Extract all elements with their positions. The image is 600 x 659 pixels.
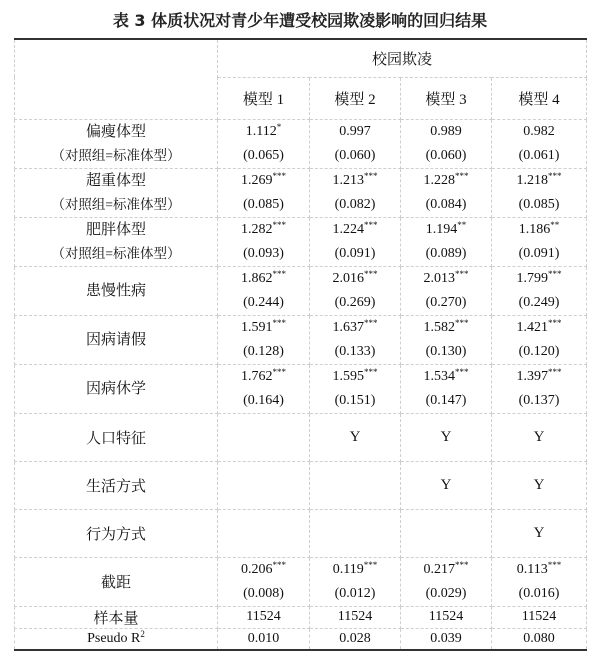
coefficient-cell xyxy=(492,168,587,217)
significance-stars: * xyxy=(276,121,282,132)
significance-stars: *** xyxy=(272,317,286,328)
coefficient-number: 1.582 xyxy=(423,319,455,335)
table-row xyxy=(15,364,587,413)
coefficient-number: 1.762 xyxy=(241,368,273,384)
coefficient-cell xyxy=(310,266,401,315)
coefficient-value xyxy=(401,120,491,144)
table-row xyxy=(15,217,587,266)
standard-error: (0.151) xyxy=(334,392,376,408)
standard-error: (0.133) xyxy=(334,343,376,359)
standard-error: (0.061) xyxy=(518,147,560,163)
significance-stars: *** xyxy=(272,268,286,279)
row-label xyxy=(15,509,218,557)
variable-note: （对照组=标准体型） xyxy=(51,245,181,261)
coefficient-number: 1.591 xyxy=(241,319,273,335)
standard-error: (0.085) xyxy=(243,196,284,212)
coefficient-cell xyxy=(401,168,492,217)
standard-error: (0.060) xyxy=(334,147,376,163)
coefficient-number: 1.595 xyxy=(332,368,364,384)
control-row xyxy=(15,461,587,509)
standard-error: (0.244) xyxy=(243,294,284,310)
significance-stars: ** xyxy=(550,219,560,230)
standard-error: (0.016) xyxy=(518,585,560,601)
sample-size-value: 11524 xyxy=(310,606,401,628)
significance-stars: *** xyxy=(548,170,562,181)
table-row xyxy=(15,266,587,315)
row-label xyxy=(15,364,218,413)
coefficient-cell xyxy=(218,364,310,413)
coefficient-cell xyxy=(401,364,492,413)
coefficient-number: 1.194 xyxy=(425,221,458,237)
pseudo-r2-superscript: 2 xyxy=(140,628,145,639)
coefficient-value xyxy=(492,365,586,389)
row-label xyxy=(15,557,218,606)
coefficient-value xyxy=(492,169,586,193)
coefficient-value xyxy=(218,365,309,389)
standard-error: (0.029) xyxy=(425,585,467,601)
coefficient-number: 1.637 xyxy=(332,319,364,335)
significance-stars: *** xyxy=(455,559,469,570)
coefficient-number: 1.799 xyxy=(516,270,548,286)
standard-error: (0.128) xyxy=(243,343,284,359)
row-label xyxy=(15,413,218,461)
coefficient-cell xyxy=(218,119,310,168)
control-indicator xyxy=(310,461,401,509)
standard-error: (0.093) xyxy=(243,245,284,261)
coefficient-cell xyxy=(401,266,492,315)
coefficient-number: 1.862 xyxy=(241,270,273,286)
coefficient-number: 1.228 xyxy=(423,172,455,188)
coefficient-value xyxy=(218,169,309,193)
coefficient-cell xyxy=(218,266,310,315)
variable-name: 因病请假 xyxy=(85,331,146,348)
control-indicator: Y xyxy=(492,509,587,557)
standard-error: (0.130) xyxy=(425,343,467,359)
table-row xyxy=(15,168,587,217)
standard-error: (0.147) xyxy=(425,392,467,408)
coefficient-cell xyxy=(218,557,310,606)
standard-error: (0.091) xyxy=(334,245,376,261)
significance-stars: *** xyxy=(364,170,378,181)
coefficient-number: 1.269 xyxy=(241,172,273,188)
coefficient-value xyxy=(401,218,491,242)
control-indicator xyxy=(218,509,310,557)
model-header: 模型 3 xyxy=(401,77,492,119)
row-label xyxy=(15,119,218,168)
coefficient-number: 0.982 xyxy=(523,123,555,139)
coefficient-number: 1.186 xyxy=(518,221,551,237)
coefficient-cell xyxy=(492,315,587,364)
coefficient-cell xyxy=(310,168,401,217)
coefficient-value xyxy=(218,316,309,340)
coefficient-cell xyxy=(401,217,492,266)
variable-name: 肥胖体型 xyxy=(85,221,146,238)
coefficient-value xyxy=(218,558,309,582)
variable-name: 患慢性病 xyxy=(85,282,146,299)
coefficient-number: 0.206 xyxy=(241,561,273,577)
coefficient-value xyxy=(310,267,400,291)
control-name: 生活方式 xyxy=(85,478,146,495)
significance-stars: *** xyxy=(548,268,562,279)
row-label xyxy=(15,168,218,217)
significance-stars: *** xyxy=(272,219,286,230)
coefficient-value xyxy=(401,267,491,291)
significance-stars: *** xyxy=(547,559,562,570)
standard-error: (0.060) xyxy=(425,147,467,163)
sample-size-value: 11524 xyxy=(401,606,492,628)
coefficient-number: 1.282 xyxy=(241,221,273,237)
coefficient-number: 1.534 xyxy=(423,368,455,384)
standard-error: (0.269) xyxy=(334,294,376,310)
model-header: 模型 1 xyxy=(218,77,310,119)
coefficient-cell xyxy=(492,119,587,168)
coefficient-value xyxy=(492,218,586,242)
coefficient-number: 0.217 xyxy=(423,561,455,577)
coefficient-cell xyxy=(218,217,310,266)
control-row xyxy=(15,413,587,461)
group-header: 校园欺凌 xyxy=(218,39,587,77)
coefficient-number: 1.112 xyxy=(245,123,277,139)
sample-size-row xyxy=(15,606,587,628)
coefficient-cell xyxy=(310,557,401,606)
sample-size-value: 11524 xyxy=(218,606,310,628)
control-row xyxy=(15,509,587,557)
standard-error: (0.137) xyxy=(518,392,560,408)
standard-error: (0.082) xyxy=(334,196,376,212)
control-indicator: Y xyxy=(401,461,492,509)
pseudo-r2-value: 0.028 xyxy=(310,628,401,650)
intercept-label: 截距 xyxy=(100,575,131,591)
coefficient-value xyxy=(401,365,491,389)
coefficient-value xyxy=(492,316,586,340)
coefficient-number: 1.421 xyxy=(516,319,548,335)
pseudo-r2-label: Pseudo R xyxy=(87,630,141,646)
control-indicator: Y xyxy=(492,413,587,461)
header-corner-cell xyxy=(15,39,218,119)
variable-name: 偏瘦体型 xyxy=(85,123,146,140)
coefficient-value xyxy=(218,267,309,291)
control-name: 行为方式 xyxy=(85,526,146,543)
coefficient-cell xyxy=(401,557,492,606)
coefficient-cell xyxy=(310,364,401,413)
coefficient-cell xyxy=(492,217,587,266)
coefficient-number: 1.213 xyxy=(332,172,364,188)
coefficient-cell xyxy=(401,315,492,364)
row-label: 样本量 xyxy=(15,606,218,628)
significance-stars: *** xyxy=(364,219,378,230)
coefficient-cell xyxy=(310,315,401,364)
standard-error: (0.089) xyxy=(425,245,467,261)
significance-stars: *** xyxy=(548,366,562,377)
coefficient-value xyxy=(492,558,586,582)
significance-stars: *** xyxy=(455,268,469,279)
coefficient-number: 0.113 xyxy=(516,561,548,577)
variable-name: 因病休学 xyxy=(85,380,146,397)
control-indicator xyxy=(218,413,310,461)
significance-stars: *** xyxy=(455,170,469,181)
coefficient-value xyxy=(310,316,400,340)
pseudo-r2-value: 0.080 xyxy=(492,628,587,650)
coefficient-cell xyxy=(492,266,587,315)
sample-size-value: 11524 xyxy=(492,606,587,628)
model-header: 模型 4 xyxy=(492,77,587,119)
significance-stars: *** xyxy=(272,170,286,181)
table-row xyxy=(15,315,587,364)
row-label xyxy=(15,315,218,364)
significance-stars: *** xyxy=(364,366,378,377)
variable-note: （对照组=标准体型） xyxy=(51,147,181,163)
pseudo-r2-value: 0.010 xyxy=(218,628,310,650)
coefficient-value xyxy=(401,169,491,193)
control-indicator xyxy=(310,509,401,557)
coefficient-value xyxy=(310,218,400,242)
control-indicator: Y xyxy=(310,413,401,461)
coefficient-cell xyxy=(310,119,401,168)
coefficient-number: 2.013 xyxy=(423,270,455,286)
control-indicator: Y xyxy=(492,461,587,509)
row-label xyxy=(15,217,218,266)
coefficient-number: 1.218 xyxy=(516,172,548,188)
control-indicator xyxy=(218,461,310,509)
coefficient-value xyxy=(310,169,400,193)
coefficient-number: 0.997 xyxy=(339,123,371,139)
coefficient-cell xyxy=(401,119,492,168)
pseudo-r2-value: 0.039 xyxy=(401,628,492,650)
table-row xyxy=(15,119,587,168)
coefficient-number: 2.016 xyxy=(332,270,364,286)
coefficient-value xyxy=(218,218,309,242)
coefficient-number: 0.989 xyxy=(430,123,462,139)
coefficient-value xyxy=(310,558,400,582)
standard-error: (0.249) xyxy=(518,294,560,310)
control-indicator xyxy=(401,509,492,557)
standard-error: (0.091) xyxy=(518,245,560,261)
row-label xyxy=(15,628,218,650)
intercept-row xyxy=(15,557,587,606)
coefficient-cell xyxy=(492,557,587,606)
significance-stars: *** xyxy=(455,366,469,377)
standard-error: (0.012) xyxy=(334,585,376,601)
coefficient-number: 0.119 xyxy=(332,561,364,577)
pseudo-r2-row xyxy=(15,628,587,650)
model-header: 模型 2 xyxy=(310,77,401,119)
standard-error: (0.164) xyxy=(243,392,284,408)
standard-error: (0.120) xyxy=(518,343,560,359)
standard-error: (0.065) xyxy=(243,147,284,163)
standard-error: (0.084) xyxy=(425,196,467,212)
coefficient-cell xyxy=(218,168,310,217)
row-label xyxy=(15,266,218,315)
coefficient-value xyxy=(492,267,586,291)
regression-table xyxy=(14,38,587,651)
coefficient-value xyxy=(218,120,309,144)
coefficient-value xyxy=(401,316,491,340)
significance-stars: *** xyxy=(363,559,378,570)
coefficient-cell xyxy=(218,315,310,364)
significance-stars: *** xyxy=(272,366,286,377)
coefficient-cell xyxy=(492,364,587,413)
coefficient-value xyxy=(401,558,491,582)
row-label xyxy=(15,461,218,509)
significance-stars: *** xyxy=(364,317,378,328)
coefficient-number: 1.224 xyxy=(332,221,364,237)
significance-stars: *** xyxy=(455,317,469,328)
coefficient-cell xyxy=(310,217,401,266)
control-name: 人口特征 xyxy=(85,430,146,447)
variable-name: 超重体型 xyxy=(85,172,146,189)
standard-error: (0.085) xyxy=(518,196,560,212)
significance-stars: *** xyxy=(272,559,286,570)
table-caption: 表 3 体质状况对青少年遭受校园欺凌影响的回归结果 xyxy=(112,11,488,30)
coefficient-number: 1.397 xyxy=(516,368,548,384)
coefficient-value xyxy=(310,120,400,144)
significance-stars: ** xyxy=(457,219,467,230)
standard-error: (0.270) xyxy=(425,294,467,310)
variable-note: （对照组=标准体型） xyxy=(51,196,181,212)
standard-error: (0.008) xyxy=(243,585,284,601)
significance-stars: *** xyxy=(364,268,378,279)
coefficient-value xyxy=(310,365,400,389)
control-indicator: Y xyxy=(401,413,492,461)
significance-stars: *** xyxy=(548,317,562,328)
coefficient-value xyxy=(492,120,586,144)
